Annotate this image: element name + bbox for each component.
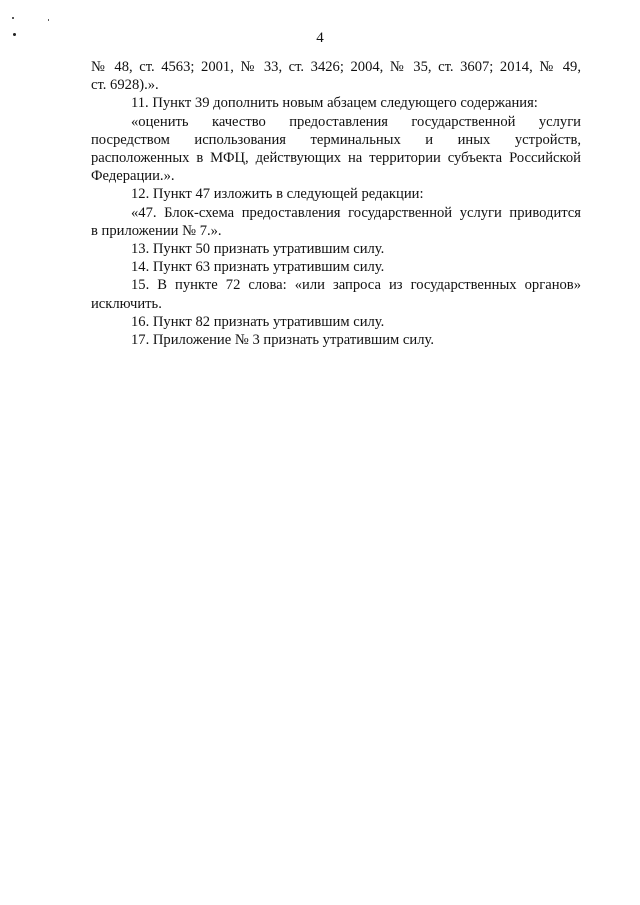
text-line: в приложении № 7.». bbox=[91, 222, 222, 239]
text-line: Федерации.». bbox=[91, 168, 175, 185]
text-line: ст. 6928).». bbox=[91, 77, 159, 94]
text-line: 16. Пункт 82 признать утратившим силу. bbox=[131, 313, 385, 330]
text-line: 11. Пункт 39 дополнить новым абзацем следующего содержания: bbox=[131, 95, 538, 112]
text-line: № 48, ст. 4563; 2001, № 33, ст. 3426; 2004, № 35, ст. 3607; 2014, № 49, bbox=[91, 59, 581, 75]
text-line: посредством использования терминальных и иных устройств, bbox=[91, 131, 581, 148]
text-line: 13. Пункт 50 признать утратившим силу. bbox=[131, 241, 385, 258]
page-number: 4 bbox=[316, 30, 324, 46]
document-body bbox=[91, 58, 581, 349]
text-line: 15. В пункте 72 слова: «или запроса из государственных органов» bbox=[131, 277, 581, 294]
text-line: 14. Пункт 63 признать утратившим силу. bbox=[131, 259, 385, 276]
text-line: 17. Приложение № 3 признать утратившим силу. bbox=[131, 332, 434, 349]
text-line: исключить. bbox=[91, 295, 162, 312]
scan-speck bbox=[48, 19, 49, 21]
text-line: «47. Блок-схема предоставления государственной услуги приводится bbox=[131, 204, 581, 221]
text-line: «оценить качество предоставления государственной услуги bbox=[131, 113, 581, 130]
scan-speck bbox=[12, 17, 14, 19]
text-line: расположенных в МФЦ, действующих на территории субъекта Российской bbox=[91, 150, 581, 167]
text-line: 12. Пункт 47 изложить в следующей редакции: bbox=[131, 186, 424, 203]
